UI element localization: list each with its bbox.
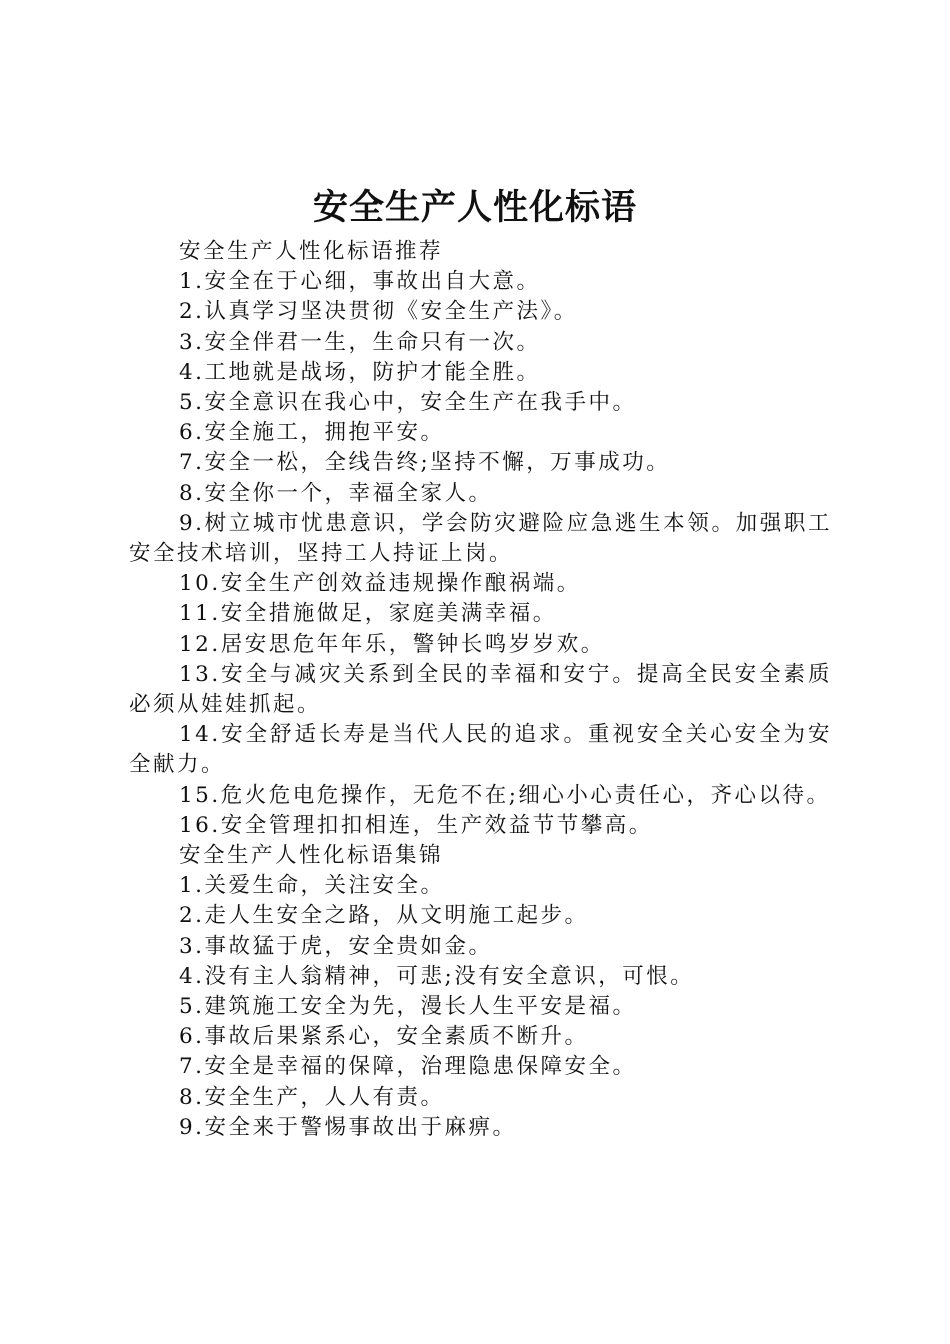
list-item: 1.关爱生命，关注安全。 <box>179 873 445 899</box>
list-item: 5.建筑施工安全为先，漫长人生平安是福。 <box>179 994 637 1020</box>
section-heading-recommend: 安全生产人性化标语推荐 <box>179 239 444 264</box>
list-item: 2.认真学习坚决贯彻《安全生产法》。 <box>179 299 578 325</box>
list-item: 6.安全施工，拥抱平安。 <box>179 420 445 446</box>
list-item: 14.安全舒适长寿是当代人民的追求。重视安全关心安全为安全献力。 <box>129 722 832 778</box>
list-item: 4.工地就是战场，防护才能全胜。 <box>179 359 541 385</box>
list-item: 6.事故后果紧系心，安全素质不断升。 <box>179 1024 589 1050</box>
list-item: 9.安全来于警惕事故出于麻痹。 <box>179 1114 517 1140</box>
section-heading-collection: 安全生产人性化标语集锦 <box>179 843 444 869</box>
list-item: 3.事故猛于虎，安全贵如金。 <box>179 933 493 959</box>
document-title: 安全生产人性化标语 <box>312 188 637 228</box>
list-item: 5.安全意识在我心中，安全生产在我手中。 <box>179 390 637 416</box>
list-item: 12.居安思危年年乐，警钟长鸣岁岁欢。 <box>179 631 605 657</box>
list-item: 9.树立城市忧患意识，学会防灾避险应急逃生本领。加强职工安全技术培训，坚持工人持证上岗。 <box>129 510 832 567</box>
list-item: 1.安全在于心细，事故出自大意。 <box>179 269 541 295</box>
list-item: 16.安全管理扣扣相连，生产效益节节攀高。 <box>179 812 653 838</box>
list-item: 10.安全生产创效益违规操作酿祸端。 <box>179 571 581 597</box>
document-body <box>129 237 832 1143</box>
list-item: 13.安全与减灾关系到全民的幸福和安宁。提高全民安全素质必须从娃娃抓起。 <box>129 661 832 718</box>
list-item: 11.安全措施做足，家庭美满幸福。 <box>179 601 557 627</box>
list-item: 8.安全你一个，幸福全家人。 <box>179 480 493 506</box>
list-item: 7.安全是幸福的保障，治理隐患保障安全。 <box>179 1054 637 1080</box>
list-item: 2.走人生安全之路，从文明施工起步。 <box>179 903 589 929</box>
list-item: 3.安全伴君一生，生命只有一次。 <box>179 329 541 355</box>
list-item: 4.没有主人翁精神，可悲;没有安全意识，可恨。 <box>179 963 695 989</box>
list-item: 15.危火危电危操作，无危不在;细心小心责任心，齐心以待。 <box>179 782 831 808</box>
list-item: 7.安全一松，全线告终;坚持不懈，万事成功。 <box>179 450 671 476</box>
list-item: 8.安全生产，人人有责。 <box>179 1084 445 1110</box>
